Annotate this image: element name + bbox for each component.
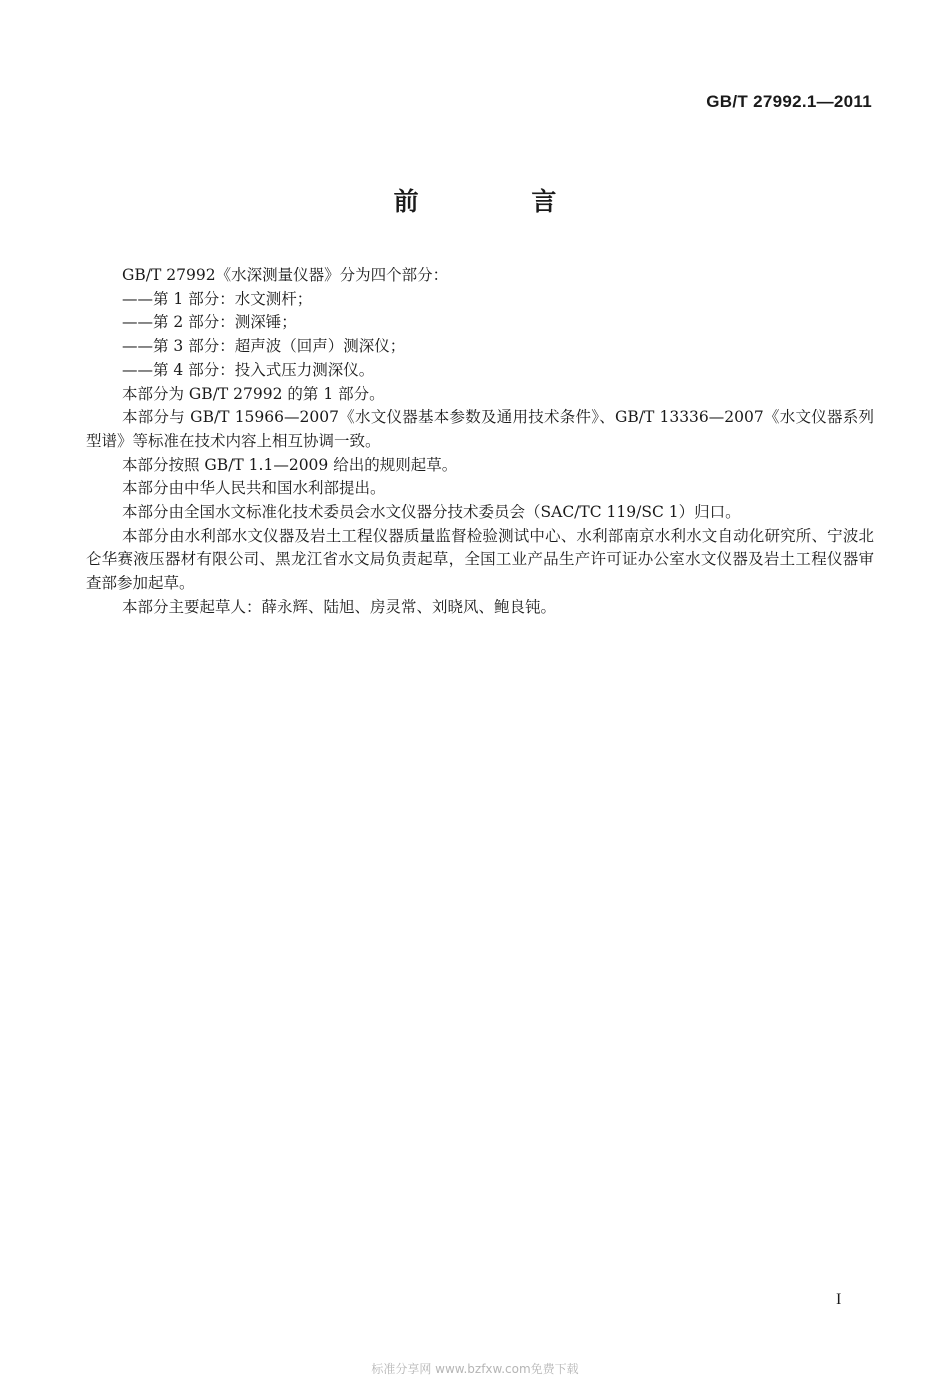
paragraph: ——第 2 部分：测深锤； bbox=[122, 313, 297, 332]
paragraph: ——第 3 部分：超声波（回声）测深仪； bbox=[122, 337, 406, 356]
foreword-body bbox=[86, 264, 874, 620]
paragraph: 本部分主要起草人：薛永辉、陆旭、房灵常、刘晓风、鲍良钝。 bbox=[122, 597, 557, 616]
paragraph: ——第 1 部分：水文测杆； bbox=[122, 289, 313, 308]
paragraph: 本部分与 GB/T 15966—2007《水文仪器基本参数及通用技术条件》、GB/T 13336—2007《水文仪器系列型谱》等标准在技术内容上相互协调一致。 bbox=[86, 408, 874, 450]
standard-number: GB/T 27992.1—2011 bbox=[706, 92, 872, 111]
page-number: I bbox=[836, 1291, 842, 1308]
paragraph: 本部分由全国水文标准化技术委员会水文仪器分技术委员会（SAC/TC 119/SC 1）归口。 bbox=[122, 503, 741, 522]
paragraph: 本部分由中华人民共和国水利部提出。 bbox=[122, 479, 386, 498]
footer-watermark: 标准分享网 www.bzfxw.com免费下载 bbox=[371, 1362, 579, 1376]
paragraph: 本部分由水利部水文仪器及岩土工程仪器质量监督检验测试中心、水利部南京水利水文自动化研究所、宁波北仑华赛液压器材有限公司、黑龙江省水文局负责起草，全国工业产品生产许可证办公室水文仪器及岩土工程仪器审查部参加起草。 bbox=[86, 526, 874, 593]
paragraph: 本部分为 GB/T 27992 的第 1 部分。 bbox=[122, 384, 385, 403]
page-title: 前 言 bbox=[393, 187, 609, 216]
paragraph: ——第 4 部分：投入式压力测深仪。 bbox=[122, 360, 375, 379]
paragraph: 本部分按照 GB/T 1.1—2009 给出的规则起草。 bbox=[122, 455, 458, 474]
paragraph: GB/T 27992《水深测量仪器》分为四个部分： bbox=[122, 266, 449, 284]
